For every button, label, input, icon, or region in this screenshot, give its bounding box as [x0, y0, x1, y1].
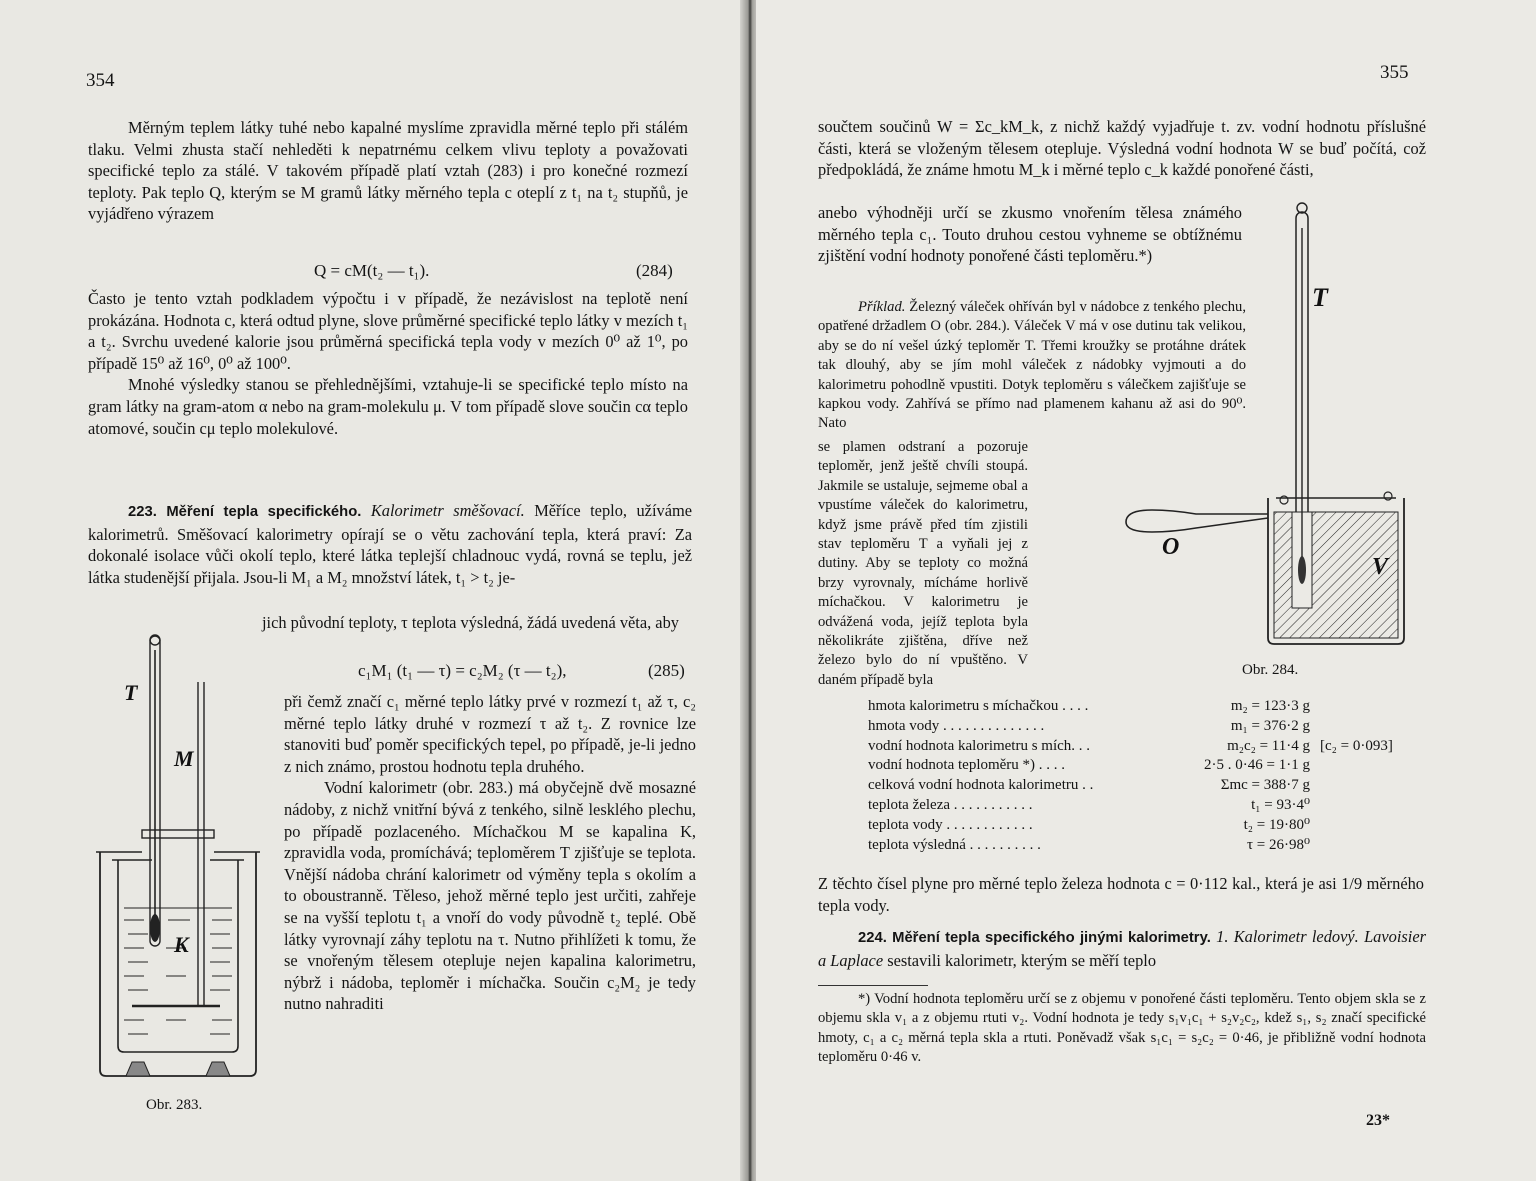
left-text-block-4 [284, 691, 696, 1015]
table-label: teplota výsledná . . . . . . . . . . [868, 836, 1041, 853]
table-row [868, 737, 1430, 757]
table-extra [1310, 836, 1430, 856]
fig284-label-V: V [1372, 554, 1389, 580]
table-value: m₁ = 376·2 g [1230, 717, 1310, 734]
equation-284-number: (284) [636, 261, 673, 280]
page-number-right: 355 [1380, 62, 1409, 83]
table-label: teplota železa . . . . . . . . . . . [868, 796, 1033, 813]
right-conclusion [818, 873, 1424, 916]
left-paragraph-5: jich původní teploty, τ teplota výsledná, žádá uvedená věta, aby [262, 613, 679, 632]
table-value: 2·5 . 0·46 = 1·1 g [1204, 757, 1310, 774]
table-label: hmota kalorimetru s míchačkou . . . . [868, 698, 1089, 714]
table-extra [1310, 756, 1430, 776]
table-extra: [c₂ = 0·093] [1320, 737, 1393, 754]
right-text-block-1 [818, 116, 1426, 181]
table-label: celková vodní hodnota kalorimetru . . [868, 777, 1094, 794]
footnote [818, 990, 1426, 1068]
section-224-title: Měření tepla specifického jinými kalorimetry. [892, 930, 1211, 946]
section-223-subtitle: Kalorimetr směšovací. [370, 501, 525, 520]
section-223-title: Měření tepla specifického. [166, 504, 362, 520]
table-label: vodní hodnota teploměru *) . . . . [868, 757, 1066, 774]
table-extra [1310, 717, 1430, 737]
table-row [868, 776, 1430, 796]
figure-284 [1046, 198, 1426, 648]
table-row [868, 796, 1430, 816]
figure-283-apparatus-drawing [94, 630, 274, 957]
table-extra [1310, 796, 1430, 816]
table-row [868, 816, 1430, 836]
table-value: Σmc = 388·7 g [1220, 777, 1310, 794]
table-label: vodní hodnota kalorimetru s mích. . . [868, 737, 1091, 754]
left-text-block-3 [262, 612, 692, 634]
table-row [868, 756, 1430, 776]
equation-285: c₁M₁ (t₁ — τ) = c₂M₂ (τ — t₂), [358, 661, 567, 680]
table-value: τ = 26·98⁰ [1247, 836, 1310, 853]
table-row [868, 717, 1430, 737]
table-extra [1310, 697, 1430, 717]
right-page [756, 0, 1536, 1181]
table-value: t₂ = 19·80⁰ [1243, 816, 1310, 833]
left-page [0, 0, 752, 1181]
left-text-block-2 [88, 288, 688, 439]
figure-284-caption: Obr. 284. [1242, 662, 1299, 678]
fig283-label-K: K [174, 932, 189, 957]
measurement-table [868, 697, 1430, 855]
page-number-left: 354 [86, 70, 115, 91]
equation-284: Q = cM(t₂ — t₁). [314, 261, 430, 280]
table-extra [1310, 776, 1430, 796]
section-224-text: sestavili kalorimetr, kterým se měří teplo [887, 950, 1157, 970]
table-label: hmota vody . . . . . . . . . . . . . . [868, 717, 1045, 734]
table-label: teplota vody . . . . . . . . . . . . [868, 816, 1033, 833]
table-value: m₂ = 123·3 g [1230, 698, 1310, 714]
footnote-text: *) Vodní hodnota teploměru určí se z objemu v ponořené části teploměru. Tento objem skla se z objemu skla v₁ a z objemu rtuti v₂. Vodní hodnota je tedy s₁v₁c₁ + s₂v₂c₂, kdež s₁, s₂ značí specifické hmoty, c₁ a c₂ měrná tepla skla a rtuti. Poněvadž však s₁c₁ = s₂c₂ = 0·46, je přibližně vodní hodnota teploměru 0·46 v. [818, 991, 1426, 1066]
table-value: t₁ = 93·4⁰ [1251, 796, 1310, 813]
table-row [868, 697, 1430, 717]
table-value: m₂c₂ = 11·4 g [1227, 737, 1310, 754]
example-text-1: Železný váleček ohříván byl v nádobce z tenkého plechu, opatřené držadlem O (obr. 284.). Váleček V má v ose dutinu tak velikou, aby se do ní vešel úzký teploměr T. Třemi kroužky se protáhne drátek tak dlouhý, aby se jím mohl váleček z nádobky vyjmouti a do kalorimetru pohodlně vpustiti. Dotyk teploměru s válečkem zajišťuje se kapkou vody. Zahřívá se přímo nad plamenem kahanu až asi do 90⁰. Nato [818, 299, 1247, 432]
section-224-names: Lavoisier a Laplace [818, 927, 1426, 970]
conclusion-text: Z těchto čísel plyne pro měrné teplo železa hodnota c = 0·112 kal., která je asi 1/9 měrného tepla vody. [818, 874, 1424, 915]
left-paragraph-1: Měrným teplem látky tuhé nebo kapalné myslíme zpravidla měrné teplo při stálém tlaku. Velmi zhusta stačí nehleděti k nepatrnému celkem vlivu teploty a považovati specifické teplo za stálé. V takovém případě platí vztah (283) i pro konečné rozmezí teploty. Pak teplo Q, kterým se M gramů látky měrného tepla c oteplí z t₁ na t₂ stupňů, je vyjádřeno výrazem [88, 118, 688, 224]
fig283-label-M: M [174, 746, 194, 771]
equation-285-number: (285) [648, 661, 685, 680]
fig284-label-O: O [1162, 534, 1180, 560]
fig284-label-T: T [1312, 283, 1328, 312]
right-example-block-2 [818, 438, 1028, 690]
left-paragraph-4: Měříce teplo, užíváme kalorimetrů. Směšovací kalorimetry opírají se o větu zachování tepla, která praví: Za dokonalé isolace vůči okolí teplo, které látka teplejší chladnouc vydá, rovná se teplu, jež látka studenější přijala. Jsou-li M₁ a M₂ množství látek, t₁ > t₂ je- [88, 501, 693, 587]
left-paragraph-6: při čemž značí c₁ měrné teplo látky prvé v rozmezí t₁ až τ, c₂ měrné teplo látky druhé v rozmezí τ až t₂. Z rovnice lze stanoviti buď poměr specifických tepel, po případě, je-li jedno z nich známo, prostou hodnotu tepla druhého. [284, 692, 696, 776]
left-paragraph-7: Vodní kalorimetr (obr. 283.) má obyčejně dvě mosazné nádoby, z nichž vnitřní bývá z tenkého, silně lesklého plechu, po případě pozlaceného. Míchačkou M se kapalina K, zpravidla voda, promíchává; teploměrem T zjišťuje se teplota. Vnější nádoba chrání kalorimetr od výměny tepla s okolím a to oboustranně. Těleso, jehož měrné teplo jest určiti, zahřeje se na vyšší teplotu t₁ a vnoří do vody původně t₂ teplé. Obě látky vyrovnají záhy teplotu na τ. Nutno přihlížeti k tomu, že se vnořeným tělesem otepluje nejen kapalina kalorimetru, nýbrž i nádoba, teploměr i míchačka. Součin c₂M₂ je tedy nutno nahraditi [284, 778, 696, 1014]
left-paragraph-3: Mnohé výsledky stanou se přehlednějšími, vztahuje-li se specifické teplo místo na gram látky na gram-atom α nebo na gram-molekulu μ. V tom případě slove součin cα teplo atomové, součin cμ teplo molekulové. [88, 375, 688, 438]
table-row [868, 836, 1430, 856]
section-224-italic: 1. Kalorimetr ledový. [1216, 927, 1359, 946]
section-224-number: 224. [858, 930, 887, 946]
example-label: Příklad. [858, 299, 906, 315]
left-paragraph-2: Často je tento vztah podkladem výpočtu i v případě, že nezávislost na teplotě není prokázána. Hodnota c, která odtud plyne, slove průměrné specifické teplo látky v mezích t₁ a t₂. Svrchu uvedené kalorie jsou průměrná specifická tepla vody v mezích 0⁰ až 1⁰, po případě 15⁰ až 16⁰, 0⁰ až 100⁰. [88, 289, 688, 373]
figure-283-caption: Obr. 283. [146, 1097, 203, 1113]
signature-mark: 23* [1366, 1112, 1390, 1129]
section-223-number: 223. [128, 504, 157, 520]
fig283-label-T: T [124, 680, 138, 705]
table-extra [1310, 816, 1430, 836]
right-paragraph-1: součtem součinů W = Σc_kM_k, z nichž každý vyjadřuje t. zv. vodní hodnotu příslušné části, která se vloženým tělesem otepluje. Výsledná vodní hodnota W se buď počítá, což předpokládá, že známe hmotu M_k i měrné teplo c_k každé ponořené části, [818, 117, 1426, 180]
left-text-block-1 [88, 117, 688, 225]
section-224 [818, 926, 1426, 971]
right-paragraph-1b: anebo výhodněji určí se zkusmo vnořením tělesa známého měrného tepla c₁. Touto druhou cestou vyhneme se obtížnému zjištění vodní hodnoty ponořené části teploměru.*) [818, 203, 1242, 266]
footnote-rule [818, 985, 928, 986]
example-text-2: se plamen odstraní a pozoruje teploměr, jenž ještě chvíli stoupá. Jakmile se ustaluje, sejmeme obal a vpustíme váleček do kalorimetru, když jsme právě před tím zjistili stav teploměru T a vyňali jej z dutiny. Aby se teploty co možná brzy vyrovnaly, mícháme horlivě míchačkou. V kalorimetru je odvážená voda, jejíž teplota byla několikráte zjištěna, dříve než železo bylo do ní vpuštěno. V daném případě byla [818, 439, 1028, 688]
section-223 [88, 500, 692, 588]
